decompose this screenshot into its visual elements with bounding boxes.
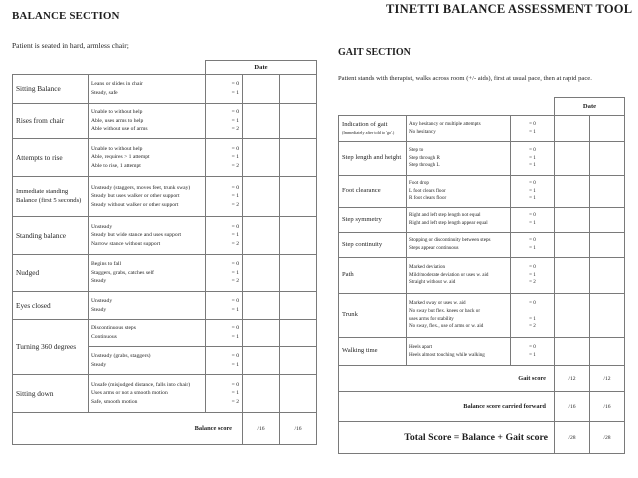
- scoring-options: Unsteady (grabs, staggers) Steady: [89, 347, 206, 375]
- score-values: = 0 = 1 = 2: [206, 255, 243, 292]
- score-cell[interactable]: [590, 294, 625, 338]
- score-cell[interactable]: [590, 176, 625, 208]
- total-score-row: [339, 422, 625, 454]
- score-cell[interactable]: [555, 338, 590, 366]
- score-cell[interactable]: [280, 347, 317, 375]
- scoring-options: Begins to fall Staggers, grabs, catches self Steady: [89, 255, 206, 292]
- carried-forward-label: Balance score carried forward: [339, 392, 555, 422]
- balance-score-label: Balance score: [13, 413, 243, 445]
- score-cell[interactable]: [280, 375, 317, 413]
- gait-table: [338, 97, 625, 454]
- date-header: Date: [206, 61, 317, 75]
- score-cell[interactable]: [243, 347, 280, 375]
- score-values: = 0 = 1 = 2: [511, 294, 555, 338]
- score-cell[interactable]: [280, 255, 317, 292]
- score-values: = 0 = 1: [206, 347, 243, 375]
- item-label: Rises from chair: [13, 104, 89, 139]
- score-values: = 0 = 1: [206, 292, 243, 320]
- table-row: [339, 116, 625, 142]
- balance-section-heading: BALANCE SECTION: [12, 10, 120, 22]
- item-label: Indication of gait (Immediately after told to 'go'.): [339, 116, 407, 142]
- score-values: = 0 = 1 = 2: [206, 139, 243, 177]
- score-cell[interactable]: [280, 139, 317, 177]
- item-label: Step length and height: [339, 142, 407, 176]
- score-cell[interactable]: [590, 208, 625, 233]
- score-values: = 0 = 1: [511, 116, 555, 142]
- score-cell[interactable]: [243, 375, 280, 413]
- score-cell[interactable]: [243, 255, 280, 292]
- table-row: [13, 75, 317, 104]
- total-score-max[interactable]: /28: [555, 422, 590, 454]
- scoring-options: Marked sway or uses w. aid No sway but flex. knees or back or uses arms for stability No sway, flex., use of arms or w. aid: [407, 294, 511, 338]
- carried-forward-max[interactable]: /16: [555, 392, 590, 422]
- item-label: Standing balance: [13, 217, 89, 255]
- table-row: [13, 292, 317, 320]
- item-label: Turning 360 degrees: [13, 320, 89, 375]
- item-label: Foot clearance: [339, 176, 407, 208]
- scoring-options: Step to Step through R Step through L: [407, 142, 511, 176]
- carried-forward-row: [339, 392, 625, 422]
- scoring-options: Marked deviation Mild/moderate deviation or uses w. aid Straight without w. aid: [407, 258, 511, 294]
- table-row: [13, 177, 317, 217]
- item-label: Attempts to rise: [13, 139, 89, 177]
- score-values: = 0 = 1 = 2: [206, 375, 243, 413]
- score-values: = 0 = 1 = 2: [206, 177, 243, 217]
- score-cell[interactable]: [590, 142, 625, 176]
- score-cell[interactable]: [280, 217, 317, 255]
- item-label: Sitting Balance: [13, 75, 89, 104]
- score-values: = 0 = 1: [511, 233, 555, 258]
- score-values: = 0 = 1 = 1: [511, 176, 555, 208]
- gait-score-label: Gait score: [339, 366, 555, 392]
- scoring-options: Any hesitancy or multiple attempts No hesitancy: [407, 116, 511, 142]
- score-cell[interactable]: [280, 320, 317, 347]
- document-title: TINETTI BALANCE ASSESSMENT TOOL: [386, 2, 633, 16]
- score-values: = 0 = 1: [511, 338, 555, 366]
- item-label: Walking time: [339, 338, 407, 366]
- item-label: Path: [339, 258, 407, 294]
- score-values: = 0 = 1 = 2: [511, 258, 555, 294]
- score-cell[interactable]: [243, 292, 280, 320]
- table-row: [339, 208, 625, 233]
- scoring-options: Unable to without help Able, requires > 1 attempt Able to rise, 1 attempt: [89, 139, 206, 177]
- score-cell[interactable]: [243, 139, 280, 177]
- score-cell[interactable]: [555, 116, 590, 142]
- score-cell[interactable]: [590, 258, 625, 294]
- scoring-options: Stopping or discontinuity between steps Steps appear continuous: [407, 233, 511, 258]
- table-row: [13, 104, 317, 139]
- gait-score-max[interactable]: /12: [555, 366, 590, 392]
- item-label: Step continuity: [339, 233, 407, 258]
- score-cell[interactable]: [280, 292, 317, 320]
- total-score-label: Total Score = Balance + Gait score: [339, 422, 555, 454]
- gait-instructions: Patient stands with therapist, walks across room (+/- aids), first at usual pace, then at rapid pace.: [338, 75, 592, 82]
- score-cell[interactable]: [555, 142, 590, 176]
- score-cell[interactable]: [243, 75, 280, 104]
- carried-forward-max[interactable]: /16: [590, 392, 625, 422]
- scoring-options: Unsteady Steady: [89, 292, 206, 320]
- scoring-options: Unsteady Steady but wide stance and uses support Narrow stance without support: [89, 217, 206, 255]
- scoring-options: Unable to without help Able, uses arms to help Able without use of arms: [89, 104, 206, 139]
- score-values: = 0 = 1 = 2: [206, 217, 243, 255]
- table-row: [339, 233, 625, 258]
- score-cell[interactable]: [590, 233, 625, 258]
- score-cell[interactable]: [243, 217, 280, 255]
- score-cell[interactable]: [590, 338, 625, 366]
- balance-instructions: Patient is seated in hard, armless chair;: [12, 41, 129, 50]
- item-label: Step symmetry: [339, 208, 407, 233]
- score-cell[interactable]: [280, 104, 317, 139]
- score-cell[interactable]: [280, 177, 317, 217]
- gait-section-heading: GAIT SECTION: [338, 47, 411, 58]
- balance-score-max[interactable]: /16: [280, 413, 317, 445]
- table-row: [13, 255, 317, 292]
- item-label: Immediate standing Balance (first 5 seconds): [13, 177, 89, 217]
- table-row: [339, 294, 625, 338]
- gait-score-row: [339, 366, 625, 392]
- table-row: [13, 320, 317, 347]
- table-row: [339, 338, 625, 366]
- scoring-options: Unsafe (misjudged distance, falls into chair) Uses arms or not a smooth motion Safe, smooth motion: [89, 375, 206, 413]
- score-cell[interactable]: [555, 176, 590, 208]
- score-cell[interactable]: [555, 233, 590, 258]
- gait-score-max[interactable]: /12: [590, 366, 625, 392]
- item-label: Sitting down: [13, 375, 89, 413]
- scoring-options: Discontinuous steps Continuous: [89, 320, 206, 347]
- table-row: [339, 142, 625, 176]
- score-values: = 0 = 1: [206, 320, 243, 347]
- score-cell[interactable]: [243, 320, 280, 347]
- score-cell[interactable]: [243, 104, 280, 139]
- total-score-max[interactable]: /28: [590, 422, 625, 454]
- item-label: Nudged: [13, 255, 89, 292]
- date-header: Date: [555, 98, 625, 116]
- table-row: [13, 139, 317, 177]
- scoring-options: Right and left step length not equal Right and left step length appear equal: [407, 208, 511, 233]
- balance-table: [12, 60, 317, 445]
- score-values: = 0 = 1 = 2: [206, 104, 243, 139]
- table-row: [13, 217, 317, 255]
- balance-score-max[interactable]: /16: [243, 413, 280, 445]
- score-values: = 0 = 1: [511, 208, 555, 233]
- item-label: Trunk: [339, 294, 407, 338]
- scoring-options: Leans or slides in chair Steady, safe: [89, 75, 206, 104]
- score-cell[interactable]: [555, 258, 590, 294]
- scoring-options: Foot drop L foot clears floor R foot clears floor: [407, 176, 511, 208]
- score-values: = 0 = 1: [206, 75, 243, 104]
- table-row: [339, 258, 625, 294]
- scoring-options: Unsteady (staggers, moves feet, trunk sway) Steady but uses walker or other support Steady without walker or other support: [89, 177, 206, 217]
- score-cell[interactable]: [555, 294, 590, 338]
- scoring-options: Heels apart Heels almost touching while walking: [407, 338, 511, 366]
- table-row: [339, 176, 625, 208]
- score-values: = 0 = 1 = 1: [511, 142, 555, 176]
- balance-score-row: [13, 413, 317, 445]
- score-cell[interactable]: [243, 177, 280, 217]
- table-row: [13, 375, 317, 413]
- score-cell[interactable]: [590, 116, 625, 142]
- item-label: Eyes closed: [13, 292, 89, 320]
- score-cell[interactable]: [555, 208, 590, 233]
- score-cell[interactable]: [280, 75, 317, 104]
